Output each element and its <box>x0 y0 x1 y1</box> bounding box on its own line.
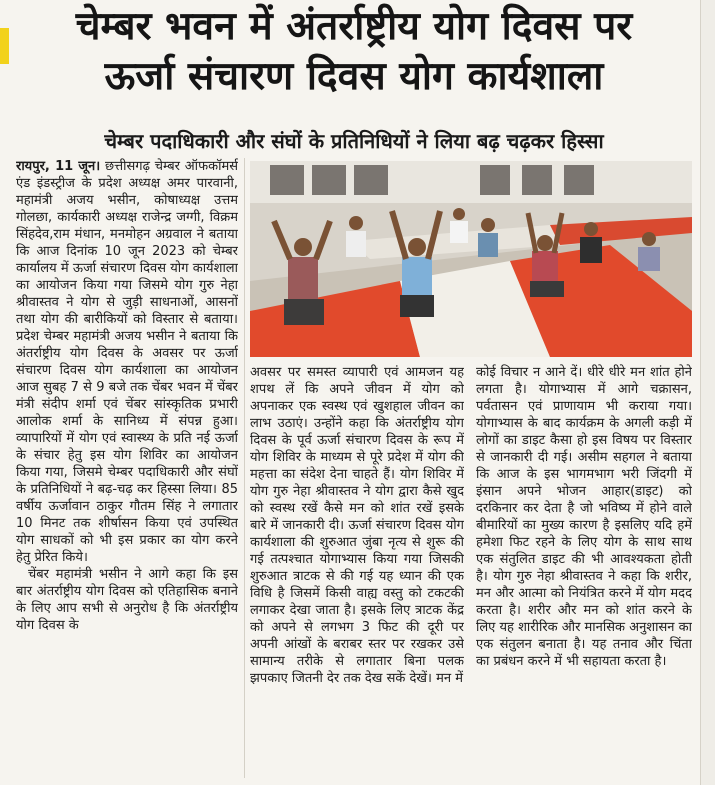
column-divider <box>244 158 245 778</box>
article-paragraph-2: चेंबर महामंत्री भसीन ने आगे कहा कि इस बार अंतर्राष्ट्रीय योग दिवस को एतिहासिक बनाने के लिए आप सभी से अनुरोध है कि अंतर्राष्ट्रीय योग दिवस के <box>16 567 238 633</box>
subheadline: चेम्बर पदाधिकारी और संघों के प्रतिनिधियों ने लिया बढ़ चढ़कर हिस्सा <box>104 129 604 153</box>
paragraph-1-text: छत्तीसगढ़ चेम्बर ऑफकॉमर्स एंड इंडस्ट्रीज के प्रदेश अध्यक्ष अमर पारवानी, महामंत्री अजय भसीन, कोषाध्यक्ष उत्तम गोलछा, कार्यकारी अध्यक्ष राजेन्द्र जग्गी, विक्रम सिंहदेव,राम मंधान, मनमोहन अग्रवाल ने बताया कि आज दिनांक 10 जून 2023 को चेम्बर कार्यालय में ऊर्जा संचारण दिवस योग कार्यशाला का आयोजन किया गया जिसमे योग गुरु नेहा श्रीवास्तव ने योग से जुड़ी साधनाओं, आसनों तथा योग की बारीकियों को विस्तार से बताया। प्रदेश चेम्बर महामंत्री अजय भसीन ने बताया कि अंतर्राष्ट्रीय योग दिवस के अवसर पर ऊर्जा संचारण दिवस योग कार्यशाला का आयोजन आज सुबह 7 से 9 बजे तक चेंबर भवन में चेंबर मंत्री संदीप शर्मा एवं चेंबर सांस्कृतिक प्रभारी आलोक शर्मा के सानिध्य में संपन्न हुआ। व्यापारियों में योग एवं स्वास्थ्य के प्रति नई ऊर्जा के संचार हेतु इस योग शिविर का आयोजन किया गया, जिसमे चेम्बर पदाधिकारी और संघों के प्रतिनिधियों ने बढ़-चढ़ कर हिस्सा लिया। 85 वर्षीय ऊर्जावान ठाकुर गौतम सिंह ने लगातार 10 मिनट तक शीर्षासन किया एवं उपस्थित योग साधकों को भी इस प्रकार का योग करने हेतु प्रेरित किये। <box>16 159 238 565</box>
article-paragraph-4: कोई विचार न आने दें। धीरे धीरे मन शांत होने लगता है। योगाभ्यास में आगे चक्रासन, पर्वतासन एवं प्राणायाम भी कराया गया। योगाभ्यास के बाद कार्यक्रम के अगली कड़ी में लोगों का डाइट कैसा हो इस विषय पर विस्तार से जानकारी दी गई। असीम सहगल ने बताया कि आज के इस भागमभाग भरी जिंदगी में इंसान अपने भोजन आहार(डाइट) को दरकिनार कर देता है जो भविष्य में होने वाले बीमारियों का मुख्य कारण है इसलिए यदि हमें हमेशा फिट रहने के लिए योग के साथ साथ एक संतुलित डाइट की भी आवश्यकता होती है। योग गुरु नेहा श्रीवास्तव ने कहा कि शरीर, मन और आत्मा को नियंत्रित करने में योग मदद करता है। शरीर और मन को शांत करने के लिए यह शारीरिक और मानसिक अनुशासन का एक संतुलन बनाता है। यह तनाव और चिंता का प्रबंधन करने में भी सहायता करता है। <box>476 365 692 669</box>
article-paragraph-3: अवसर पर समस्त व्यापारी एवं आमजन यह शपथ लें कि अपने जीवन में योग को अपनाकर एक स्वस्थ एवं खुशहाल जीवन का लाभ उठाएं। उन्होंने कहा कि अंतर्राष्ट्रीय योग दिवस के पूर्व ऊर्जा संचारण दिवस के रूप में योग शिविर के माध्यम से पूरे प्रदेश में योग की महत्ता का संदेश देना चाहते हैं। योग शिविर में योग गुरु नेहा श्रीवास्तव ने योग द्वारा कैसे खुद को स्वस्थ रखें कैसे मन को शांत रखें इसके बारे में जानकारी दी। ऊर्जा संचारण दिवस योग कार्यशाला की शुरुआत जुंबा नृत्य से शुरू की गई तत्पश्चात योगाभ्यास किया गया जिसकी शुरुआत त्राटक से की गई यह ध्यान की एक विधि है जिसमें किसी वाह्य वस्तु को टकटकी लगाकर देखा जाता है। इसके लिए त्राटक केंद्र को अपने से लगभग 3 फिट की दूरी पर अपनी आंखों के बराबर स्तर पर रखकर उसे सामान्य तरीके से लगातार बिना पलक झपकाए जितनी देर तक देख सकें देखें। मन में <box>250 365 464 686</box>
article-column-3 <box>476 364 692 778</box>
adjacent-page-edge <box>700 0 715 785</box>
article-column-1 <box>16 158 238 778</box>
yoga-photo-illustration <box>250 161 692 357</box>
article-paragraph-1 <box>16 158 238 566</box>
headline <box>14 2 694 102</box>
dateline: रायपुर, 11 जून। <box>16 159 101 174</box>
headline-line-2: ऊर्जा संचारण दिवस योग कार्यशाला <box>104 54 604 99</box>
headline-line-1: चेम्बर भवन में अंतर्राष्ट्रीय योग दिवस पर <box>75 4 633 49</box>
yoga-photo <box>250 161 692 357</box>
section-marker <box>0 28 9 64</box>
article-column-2 <box>250 364 464 778</box>
